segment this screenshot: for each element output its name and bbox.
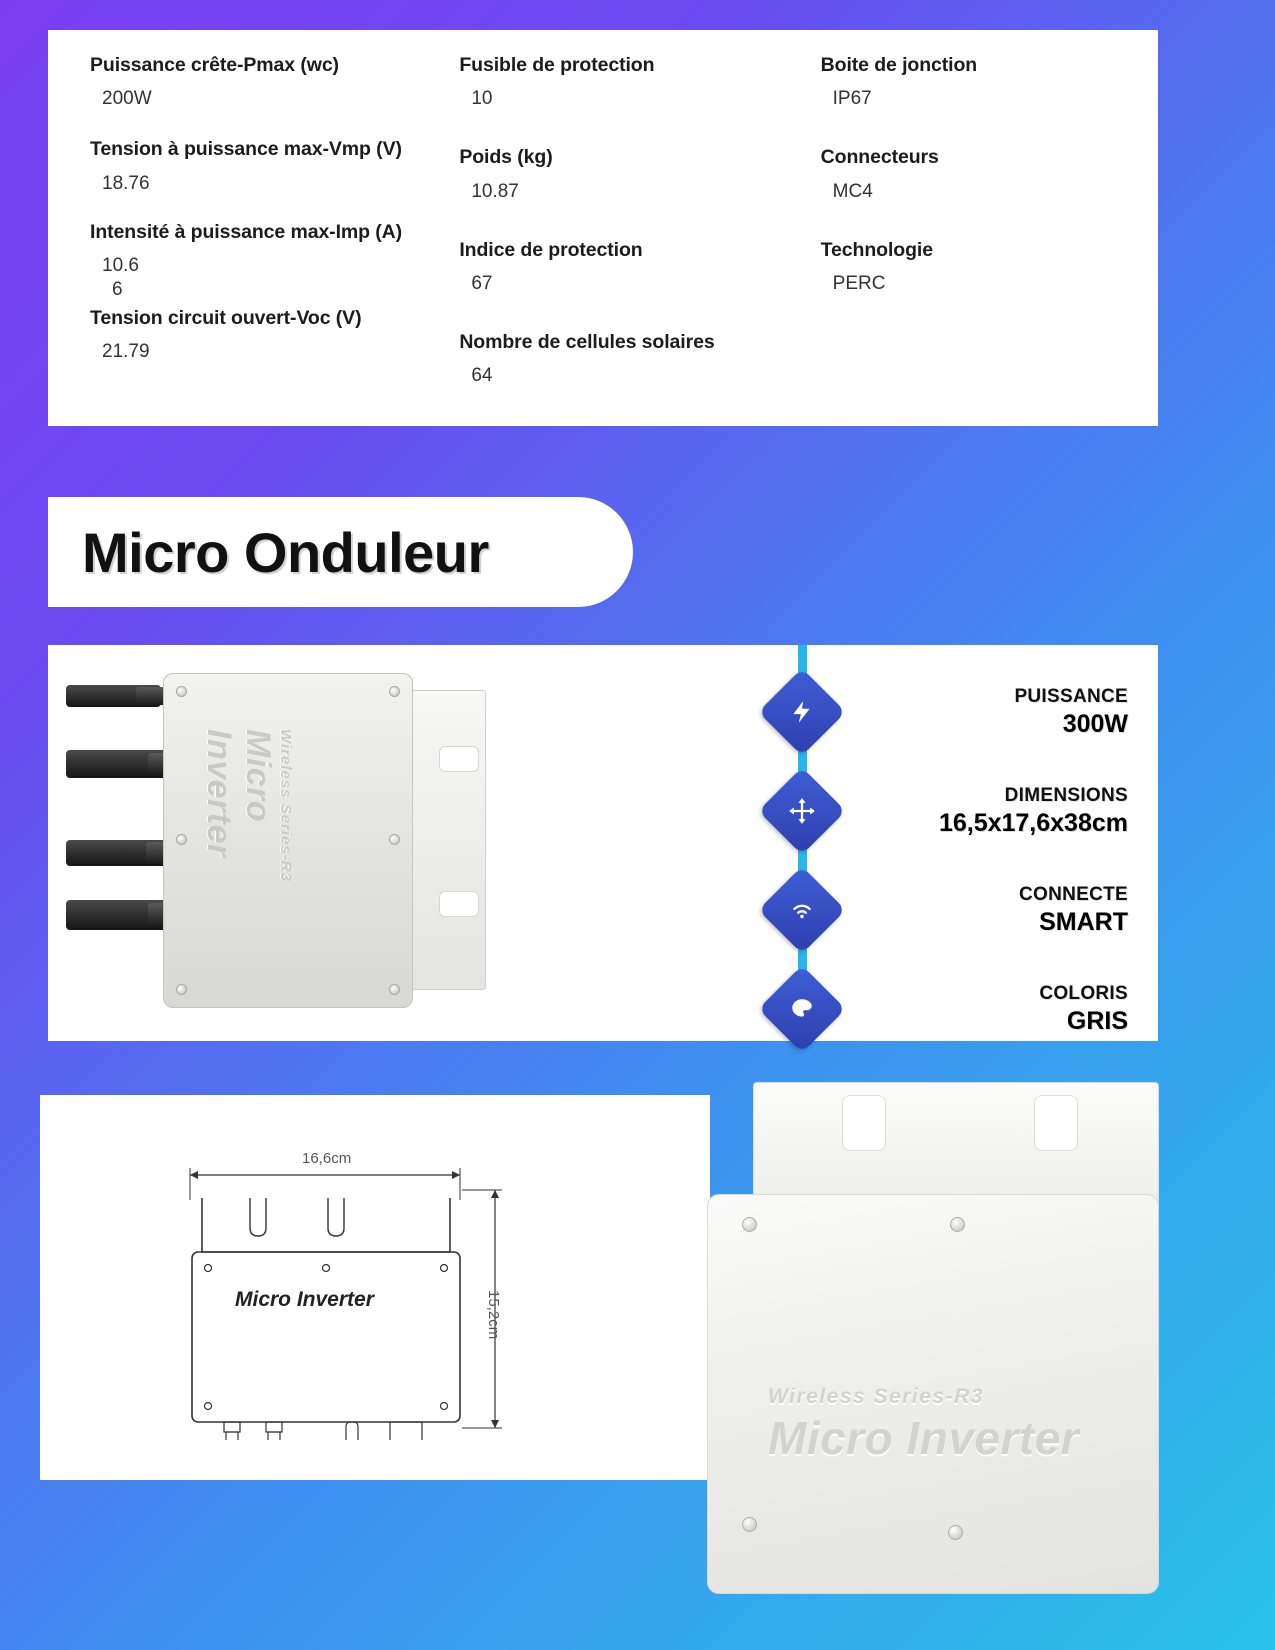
screw-icon	[389, 834, 400, 845]
spec-column-2	[427, 54, 796, 426]
spec-label: Boite de jonction	[820, 54, 978, 76]
dimension-width-label: 16,6cm	[302, 1150, 352, 1167]
spec-item	[821, 146, 1158, 202]
spec-value: 67	[471, 272, 493, 294]
photo-inverter-body	[707, 1194, 1159, 1594]
spec-value: 18.76	[102, 172, 150, 194]
spec-item	[90, 307, 427, 363]
photo-brand-big: Micro Inverter	[768, 1412, 1080, 1464]
feature-row	[738, 960, 1158, 1059]
device-brand-small: Wireless Series-R3	[277, 729, 294, 882]
bracket-notch	[1034, 1095, 1078, 1151]
spec-value: PERC	[832, 272, 886, 294]
feature-text	[878, 884, 1128, 937]
spec-label: Connecteurs	[820, 146, 939, 169]
feature-text	[878, 983, 1128, 1036]
feature-text	[838, 785, 1128, 838]
spec-label: Nombre de cellules solaires	[459, 330, 715, 353]
feature-caption: PUISSANCE	[1014, 686, 1128, 707]
spec-label: Tension à puissance max-Vmp (V)	[90, 138, 402, 161]
wifi-icon	[758, 866, 846, 954]
bracket-notch	[439, 891, 479, 917]
product-image	[48, 645, 738, 1041]
feature-row	[738, 861, 1158, 960]
drawing-device-name: Micro Inverter	[235, 1288, 374, 1311]
feature-row	[738, 762, 1158, 861]
screw-icon	[389, 984, 400, 995]
spec-item	[821, 239, 1158, 295]
dimension-drawing	[150, 1140, 550, 1440]
screw-icon	[176, 984, 187, 995]
inverter-body	[163, 673, 413, 1008]
feature-text	[878, 686, 1128, 739]
photo-brand-small: Wireless Series-R3	[768, 1385, 984, 1408]
spec-column-3	[797, 54, 1158, 426]
spec-value: 10	[471, 88, 493, 110]
product-card	[48, 645, 1158, 1041]
spec-value: 200W	[102, 88, 152, 110]
dimensions-card	[40, 1095, 710, 1480]
spec-item	[90, 221, 427, 301]
spec-label: Intensité à puissance max-Imp (A)	[90, 220, 403, 243]
feature-caption: CONNECTE	[1018, 884, 1128, 905]
feature-caption: COLORIS	[1039, 983, 1128, 1004]
spec-value: 21.79	[102, 341, 150, 363]
spec-item	[459, 239, 796, 295]
bracket-notch	[842, 1095, 886, 1151]
screw-icon	[950, 1217, 965, 1232]
spec-value: IP67	[832, 88, 872, 110]
spec-label: Puissance crête-Pmax (wc)	[90, 54, 339, 76]
spec-label: Poids (kg)	[459, 146, 553, 169]
feature-value: SMART	[1039, 908, 1128, 936]
specifications-panel	[48, 30, 1158, 426]
spec-value: 64	[471, 365, 493, 387]
spec-item	[821, 54, 1158, 110]
feature-value: 16,5x17,6x38cm	[938, 809, 1128, 837]
device-brand-big: Micro Inverter	[200, 729, 277, 858]
screw-icon	[742, 1217, 757, 1232]
spec-label: Technologie	[820, 238, 933, 261]
spec-value-secondary: 6	[112, 278, 123, 300]
feature-value: GRIS	[1066, 1007, 1128, 1035]
screw-icon	[742, 1517, 757, 1532]
mounting-bracket	[406, 690, 486, 990]
spec-label: Tension circuit ouvert-Voc (V)	[90, 306, 362, 329]
spec-value: 10.87	[471, 180, 519, 202]
spec-item	[459, 54, 796, 110]
device-branding	[199, 729, 294, 959]
photo-branding	[768, 1385, 1079, 1465]
page-title: Micro Onduleur	[82, 520, 489, 584]
spec-item	[459, 331, 796, 387]
spec-value: MC4	[832, 180, 873, 202]
feature-caption: DIMENSIONS	[1004, 785, 1128, 806]
screw-icon	[948, 1525, 963, 1540]
section-title-tab	[48, 497, 633, 607]
screw-icon	[389, 686, 400, 697]
product-feature-list	[738, 645, 1158, 1041]
spec-column-1	[48, 54, 427, 426]
spec-value: 10.6	[102, 254, 139, 276]
lightning-icon	[758, 668, 846, 756]
product-photo-large	[707, 1082, 1159, 1602]
feature-value: 300W	[1062, 710, 1128, 738]
spec-label: Fusible de protection	[459, 54, 655, 76]
spec-item	[90, 138, 427, 194]
screw-icon	[176, 834, 187, 845]
palette-icon	[758, 965, 846, 1053]
spec-item	[90, 54, 427, 110]
screw-icon	[176, 686, 187, 697]
dimension-height-label: 15,2cm	[485, 1290, 502, 1340]
spec-label: Indice de protection	[459, 238, 643, 261]
spec-item	[459, 146, 796, 202]
feature-row	[738, 663, 1158, 762]
photo-mounting-bracket	[753, 1082, 1159, 1212]
bracket-notch	[439, 746, 479, 772]
arrows-expand-icon	[758, 767, 846, 855]
